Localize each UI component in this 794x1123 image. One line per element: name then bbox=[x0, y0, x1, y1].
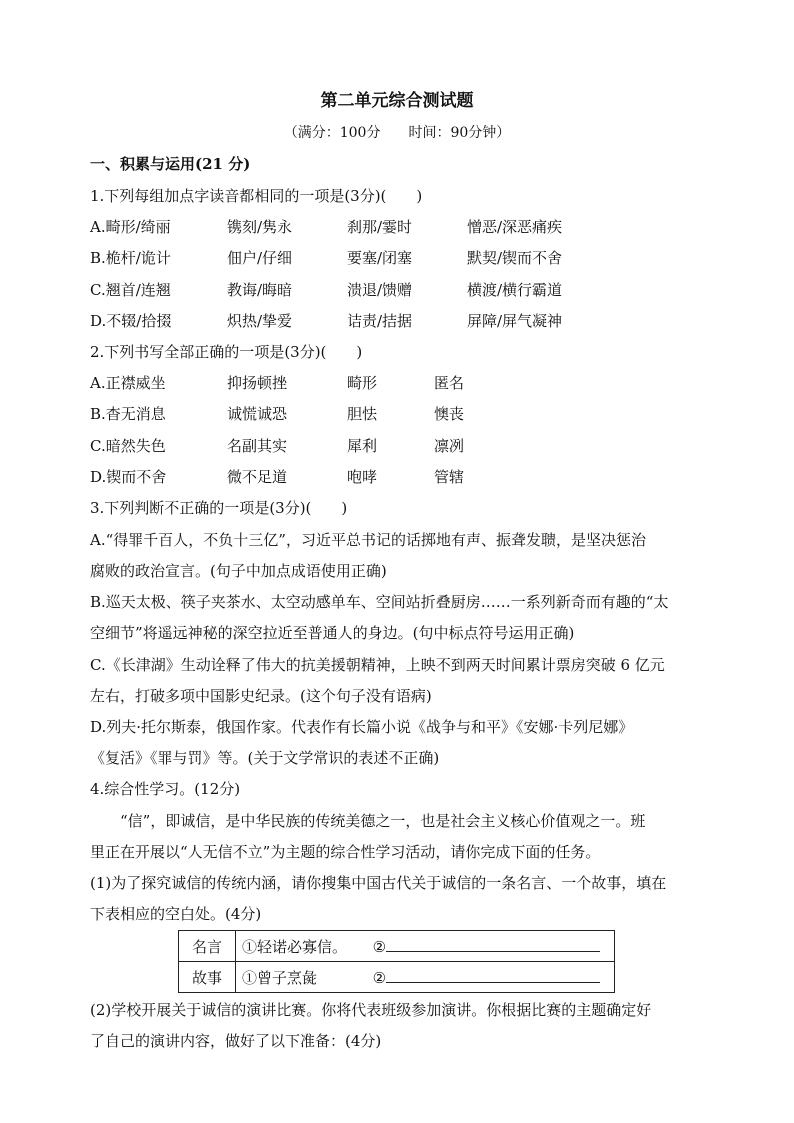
q1-option-cell: 横渡/横行霸道 bbox=[467, 281, 563, 299]
q2-option-cell: B.杳无消息 bbox=[90, 405, 166, 423]
q2-option-cell: 名副其实 bbox=[227, 437, 288, 455]
q3-text-line: B.巡天太极、筷子夹茶水、太空动感单车、空间站折叠厨房……一系列新奇而有趣的“太 bbox=[90, 593, 669, 611]
answer-blank[interactable] bbox=[386, 937, 600, 952]
q2-option-cell: 咆哮 bbox=[347, 468, 378, 486]
q2-option-cell: C.暗然失色 bbox=[90, 437, 166, 455]
q4-part1-line: (1)为了探究诚信的传统内涵，请你搜集中国古代关于诚信的一条名言、一个故事，填在 bbox=[90, 874, 667, 892]
q1-option-cell: C.翘首/连翘 bbox=[90, 281, 171, 299]
question-2-stem: 2.下列书写全部正确的一项是(3分)( ) bbox=[90, 343, 363, 361]
q1-option-cell: 镌刻/隽永 bbox=[227, 218, 293, 236]
q2-option-cell: 胆怯 bbox=[347, 405, 378, 423]
q1-option-cell: 溃退/馈赠 bbox=[347, 281, 413, 299]
answer-blank[interactable] bbox=[386, 968, 600, 983]
table-row-content bbox=[236, 962, 615, 993]
q1-option-cell: A.畸形/绮丽 bbox=[90, 218, 171, 236]
q4-intro-line: 里正在开展以“人无信不立”为主题的综合性学习活动，请你完成下面的任务。 bbox=[90, 843, 601, 861]
q4-intro-line: “信”，即诚信，是中华民族的传统美德之一，也是社会主义核心价值观之一。班 bbox=[120, 812, 646, 830]
q2-option-cell: D.锲而不舍 bbox=[90, 468, 167, 486]
q4-part1-line: 下表相应的空白处。(4分) bbox=[90, 905, 262, 923]
q2-option-cell: 懊丧 bbox=[434, 405, 465, 423]
q2-option-cell: 诚慌诚恐 bbox=[227, 405, 288, 423]
page-title: 第二单元综合测试题 bbox=[320, 91, 474, 111]
q1-option-cell: 默契/锲而不舍 bbox=[467, 249, 563, 267]
question-1-stem: 1.下列每组加点字读音都相同的一项是(3分)( ) bbox=[90, 187, 423, 205]
q1-option-cell: B.桅杆/诡计 bbox=[90, 249, 171, 267]
q2-option-cell: 管辖 bbox=[434, 468, 465, 486]
q2-option-cell: 匿名 bbox=[434, 374, 465, 392]
q2-option-cell: 抑扬顿挫 bbox=[227, 374, 288, 392]
question-3-stem: 3.下列判断不正确的一项是(3分)( ) bbox=[90, 499, 348, 517]
q4-part2-line: (2)学校开展关于诚信的演讲比赛。你将代表班级参加演讲。你根据比赛的主题确定好 bbox=[90, 1001, 652, 1019]
blank-marker: ② bbox=[372, 937, 387, 956]
q3-text-line: 左右，打破多项中国影史纪录。(这个句子没有语病) bbox=[90, 687, 432, 705]
table-row bbox=[179, 931, 615, 962]
q3-text-line: 《复活》《罪与罚》等。(关于文学常识的表述不正确) bbox=[90, 749, 440, 767]
question-4-stem: 4.综合性学习。(12分) bbox=[90, 780, 241, 798]
table-row-content bbox=[236, 931, 615, 962]
q3-text-line: 空细节”将遥远神秘的深空拉近至普通人的身边。(句中标点符号运用正确) bbox=[90, 624, 575, 642]
q1-option-cell: 刹那/霎时 bbox=[347, 218, 413, 236]
q3-text-line: A.“得罪千百人，不负十三亿”，习近平总书记的话掷地有声、振聋发聩，是坚决惩治 bbox=[90, 531, 646, 549]
q1-option-cell: 教诲/晦暗 bbox=[227, 281, 293, 299]
example-answer: ①曾子烹彘 bbox=[242, 968, 318, 987]
q3-text-line: D.列夫·托尔斯泰，俄国作家。代表作有长篇小说《战争与和平》《安娜·卡列尼娜》 bbox=[90, 718, 634, 736]
q1-option-cell: 屏障/屏气凝神 bbox=[467, 312, 563, 330]
q1-option-cell: 要塞/闭塞 bbox=[347, 249, 413, 267]
q3-text-line: C.《长津湖》生动诠释了伟大的抗美援朝精神，上映不到两天时间累计票房突破 6 亿元 bbox=[90, 656, 665, 674]
q2-option-cell: A.正襟威坐 bbox=[90, 374, 166, 392]
q2-option-cell: 凛冽 bbox=[434, 437, 465, 455]
q1-option-cell: 憎恶/深恶痛疾 bbox=[467, 218, 563, 236]
q1-option-cell: 诘责/拮据 bbox=[347, 312, 413, 330]
table-row-label: 故事 bbox=[179, 962, 236, 993]
q4-part2-line: 了自己的演讲内容，做好了以下准备：(4分) bbox=[90, 1032, 382, 1050]
table-row-label: 名言 bbox=[179, 931, 236, 962]
q1-option-cell: D.不辍/拾掇 bbox=[90, 312, 172, 330]
blank-marker: ② bbox=[372, 968, 387, 987]
q1-option-cell: 炽热/挚爱 bbox=[227, 312, 293, 330]
q2-option-cell: 微不足道 bbox=[227, 468, 288, 486]
table-row bbox=[179, 962, 615, 993]
example-answer: ①轻诺必寡信。 bbox=[242, 937, 348, 956]
section-heading: 一、积累与运用(21 分) bbox=[90, 155, 251, 173]
q1-option-cell: 佃户/仔细 bbox=[227, 249, 293, 267]
q3-text-line: 腐败的政治宣言。(句子中加点成语使用正确) bbox=[90, 562, 387, 580]
answer-table bbox=[178, 930, 615, 993]
q2-option-cell: 畸形 bbox=[347, 374, 378, 392]
exam-info: （满分：100分 时间：90分钟） bbox=[283, 125, 511, 141]
q2-option-cell: 犀利 bbox=[347, 437, 378, 455]
